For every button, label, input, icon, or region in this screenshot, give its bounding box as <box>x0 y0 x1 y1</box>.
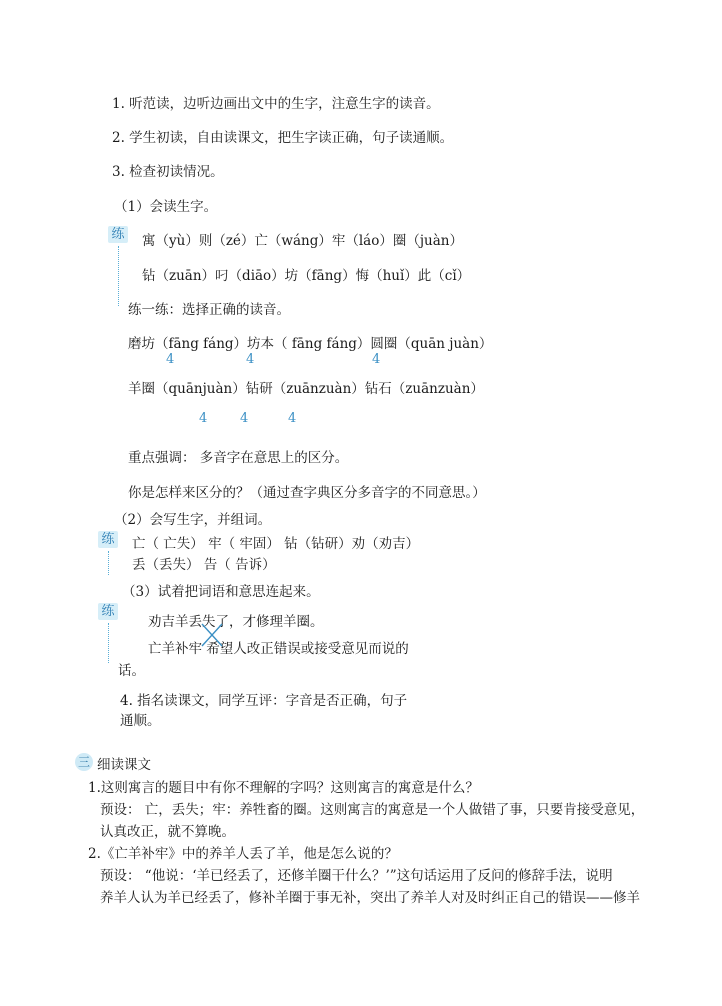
sub-step-2: （2）会写生字，并组词。 <box>114 512 272 528</box>
practice-badge-1: 练 <box>108 226 128 243</box>
match-line-2-cont: 话。 <box>118 663 145 679</box>
practice-badge-3: 练 <box>98 603 118 620</box>
check-mark: 4 <box>240 411 249 426</box>
chars-line-1: 寓（yù）则（zé）亡（wáng）牢（láo）圈（juàn） <box>142 233 463 249</box>
practice-divider-3 <box>108 623 109 663</box>
question-2: 2.《亡羊补牢》中的养羊人丢了羊，他是怎么说的？ <box>88 846 398 862</box>
step-4-line-2: 通顺。 <box>120 713 161 729</box>
chars-line-2: 钻（zuān）叼（diāo）坊（fāng）悔（huǐ）此（cǐ） <box>142 268 471 284</box>
check-mark: 4 <box>372 352 381 367</box>
section-title: 细读课文 <box>97 757 151 773</box>
check-mark: 4 <box>288 411 297 426</box>
pinyin-row-1: 磨坊（fāng fáng）坊本（ fāng fáng）圆圈（quān juàn） <box>128 336 493 352</box>
practice-badge-2: 练 <box>98 531 118 548</box>
matching-cross-lines <box>200 622 224 648</box>
section-number: 三 <box>75 753 93 771</box>
check-mark: 4 <box>246 352 255 367</box>
check-mark: 4 <box>199 411 208 426</box>
sub-step-1: （1）会读生字。 <box>114 199 218 215</box>
emphasis-note: 重点强调： 多音字在意思上的区分。 <box>128 450 349 466</box>
sub-step-3: （3）试着把词语和意思连起来。 <box>122 584 320 600</box>
step-1: 1. 听范读，边听边画出文中的生字，注意生字的读音。 <box>112 96 440 112</box>
practice-divider-2 <box>108 551 109 575</box>
step-4-line-1: 4. 指名读课文，同学互评：字音是否正确，句子 <box>120 693 408 709</box>
write-line-2: 丢（丢失） 告（ 告诉） <box>132 557 276 573</box>
write-line-1: 亡（ 亡失） 牢（ 牢固） 钻（钻研）劝（劝吉） <box>132 536 420 552</box>
practice-divider-1 <box>118 246 119 306</box>
answer-1-line-1: 预设： 亡，丢失；牢：养牲畜的圈。这则寓言的寓意是一个人做错了事，只要肯接受意见， <box>100 802 645 818</box>
step-2: 2. 学生初读，自由读课文，把生字读正确，句子读通顺。 <box>112 130 454 146</box>
check-mark: 4 <box>166 352 175 367</box>
answer-2-line-2: 养羊人认为羊已经丢了，修补羊圈于事无补，突出了养羊人对及时纠正自己的错误——修羊 <box>100 890 640 906</box>
practice-heading: 练一练：选择正确的读音。 <box>128 302 290 318</box>
question-1: 1.这则寓言的题目中有你不理解的字吗？这则寓言的寓意是什么？ <box>88 780 479 796</box>
answer-2-line-1: 预设： “他说：‘羊已经丢了，还修羊圈干什么？’”这句话运用了反问的修辞手法，说明 <box>100 868 613 884</box>
step-3: 3. 检查初读情况。 <box>112 164 224 180</box>
match-line-1: 劝吉羊丢失了，才修理羊圈。 <box>148 614 324 630</box>
pinyin-row-2: 羊圈（quānjuàn）钻研（zuānzuàn）钻石（zuānzuàn） <box>128 381 484 397</box>
answer-1-line-2: 认真改正，就不算晚。 <box>100 824 235 840</box>
question-line: 你是怎样来区分的？（通过查字典区分多音字的不同意思。） <box>128 485 486 501</box>
match-line-2: 亡羊补牢 希望人改正错误或接受意见而说的 <box>148 641 409 657</box>
